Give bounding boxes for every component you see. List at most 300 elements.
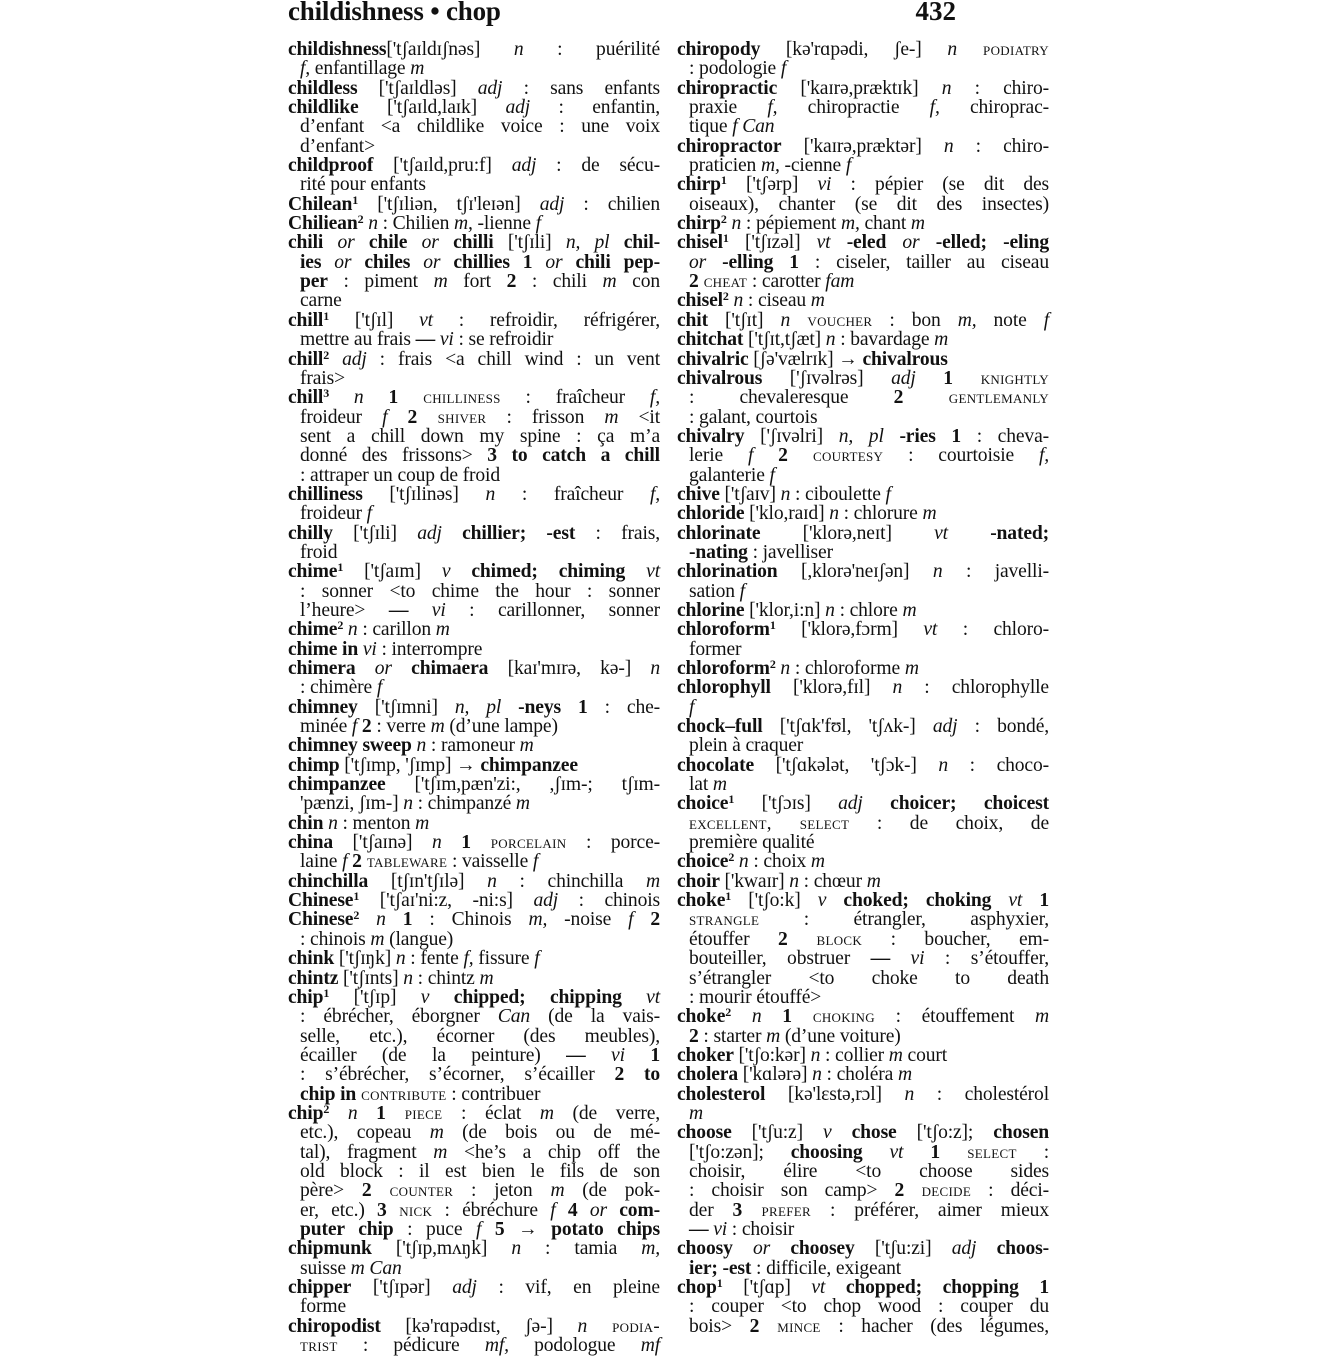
entry-continuation-line [288,1046,660,1065]
entry-headword-line [677,350,1049,369]
homograph-number: 1 [352,192,359,207]
bold-text: 2 [894,1180,905,1202]
italic-text: n [892,677,903,699]
entry-continuation-line [677,1220,1049,1239]
entry-headword-line [288,1239,660,1258]
text: lerie [689,445,748,467]
italic-text: adj [533,890,559,912]
text: ['tʃɪp,mʌŋk] [371,1238,512,1260]
italic-text: n [343,619,358,641]
text: -cienne [779,155,846,177]
small-caps-text: knightly [952,367,1049,389]
text: : chili [516,271,603,293]
italic-text: n [789,870,799,892]
bold-text: childproof [288,155,374,177]
text: : chintz [412,967,480,989]
italic-text: m [888,1044,903,1066]
text: [kaɪ'mɪrə, kə-] [488,658,651,679]
text: etc.), copeau [300,1122,430,1144]
homograph-number: 3 [323,386,330,401]
italic-text: m [410,58,425,80]
entry-continuation-line [288,1007,660,1026]
bold-text: chili pep- [575,251,661,273]
bold-text: chill [288,309,324,331]
entry-headword-line [677,794,1049,813]
bold-text: chose [851,1122,897,1144]
text: : chimpanzé [412,793,516,815]
homograph-number: 1 [323,985,330,1000]
text: rité pour enfants [300,174,426,196]
entry-continuation-line [677,640,1049,659]
entry-continuation-line [288,369,660,388]
italic-text: m, [454,213,473,235]
entry-continuation-line [677,814,1049,833]
italic-text: m [866,870,881,892]
entry-continuation-line [677,98,1049,117]
bold-text: chimney [288,696,358,718]
bold-text: -elling 1 [722,251,799,273]
text: : étrangler, asphyxier, [759,909,1049,931]
small-caps-text: chilliness [398,387,501,409]
entry-continuation-line [677,59,1049,78]
bold-text: 2 [778,445,788,467]
text: ['klorə,neɪt] [760,522,935,544]
entry-headword-line [677,214,1049,233]
text: : choisir [727,1218,795,1240]
bold-text: choir [677,870,720,892]
bold-text: 4 [567,1199,578,1221]
text: bouteiller, obstruer [689,948,871,970]
homograph-number: 2 [722,289,729,304]
entry-continuation-line [288,330,660,349]
bold-text: chivalrous [862,348,948,370]
text: : mourir étouffé> [689,986,822,1008]
bold-text: chilly [288,522,333,544]
entry-continuation-line [288,175,660,194]
bold-text: 1 [461,832,471,854]
bold-text: chimpanzee [480,754,578,776]
text: : [1016,1141,1049,1163]
bold-text: 5 [494,1218,505,1240]
text: minée [300,716,352,738]
italic-text: vt [625,561,661,583]
bold-text: chil- [623,232,660,254]
text: : s’ébrécher, s’écorner, s’écailler [300,1064,615,1086]
entry-headword-line [677,891,1049,910]
small-caps-text: podiatry [957,39,1049,60]
text: froideur [300,503,367,525]
italic-text: n [403,793,413,815]
entry-continuation-line [677,195,1049,214]
text: l’heure> [300,599,389,621]
entry-headword-line [677,562,1049,581]
entry-continuation-line [677,156,1049,175]
text: : fraîcheur [500,387,650,409]
italic-text: vi [435,329,454,351]
homograph-number: 1 [337,560,344,575]
bold-text: -ries 1 [899,425,962,447]
small-caps-text: cheat [698,271,748,293]
small-caps-text: block [787,928,863,950]
text: forme [300,1296,347,1318]
bold-text: 2 [893,387,904,409]
entry-continuation-line [677,408,1049,427]
italic-text: v [420,986,454,1008]
italic-text: m [433,271,448,293]
italic-text: f Can [732,116,775,138]
text: ['tʃo:k] [731,890,818,912]
bold-text: choker [677,1044,734,1066]
text: : chimère [300,677,377,699]
text: : frais, [575,522,660,544]
bold-text: chiropodist [288,1315,381,1337]
small-caps-text: strangle [689,909,760,931]
bold-text: ier; -est [689,1257,752,1279]
italic-text: or [355,658,412,679]
text: ['tʃo:z]; [896,1122,994,1144]
italic-text: fam [825,271,855,293]
small-caps-text: contribute [356,1083,447,1105]
bold-text: chilliness [288,483,363,505]
entry-headword-line [677,1046,1049,1065]
italic-text: m [712,774,727,796]
bold-text: childlike [288,97,359,119]
text: frais> [300,367,345,389]
text: : chlorophylle [902,677,1049,699]
entry-headword-line [288,985,660,1008]
entry-headword-line [288,308,660,331]
entry-continuation-line [288,930,660,949]
entry-headword-line [677,678,1049,697]
text: : de choix, de [849,812,1049,834]
entry-headword-line [677,485,1049,504]
italic-text: or [532,251,576,273]
bold-text: chiropody [677,39,761,60]
entry-continuation-line [288,1027,660,1046]
bold-text: choicer; choicest [890,793,1049,815]
italic-text: n [511,1238,521,1260]
italic-text: m [539,1102,554,1124]
italic-text: f [885,483,891,505]
italic-text: m [904,658,919,679]
homograph-number: 2 [323,1101,330,1116]
italic-text: or [689,251,723,273]
text: : sonner <to chime the hour : sonner [300,580,660,602]
entry-continuation-line [288,117,660,136]
text: : chloro- [937,619,1049,641]
bold-text: 1 [943,367,953,389]
italic-text: m [515,793,530,815]
text: : couper <to chop wood : couper du [689,1296,1049,1318]
entry-continuation-line [288,408,660,427]
text: ['tʃɪm,pæn'zi:, ,ʃɪm-; tʃɪm- [385,774,660,796]
italic-text: n [411,735,427,757]
bold-text: chilli [453,232,494,254]
bold-text: chiles [364,251,411,273]
text: con [616,271,661,293]
entry-headword-line [677,717,1049,736]
bold-text: — [415,329,436,351]
italic-text: mf, [484,1335,509,1356]
text: : chinchilla [496,870,647,892]
entry-headword-line [677,427,1049,446]
bold-text: 2 [650,909,661,931]
bold-text: puter chip [300,1218,394,1240]
homograph-number: 2 [769,657,776,671]
italic-text: vt [419,309,433,331]
bold-text: chili [288,232,324,254]
text: ['tʃo:kər] [733,1044,811,1066]
entry-headword-line [677,756,1049,775]
text: : hacher (des légumes, [820,1315,1049,1337]
text: ['tʃaɪv] [719,483,781,505]
guide-words: childishness • chop [288,0,501,26]
italic-text: mf [640,1335,660,1356]
small-caps-text: select [939,1141,1017,1163]
text: : s’étouffer, [924,948,1049,970]
entry-continuation-line [288,601,660,620]
italic-text: m Can [350,1257,402,1279]
italic-text: f [689,696,695,718]
text: : ébrécher, éborgner [300,1006,498,1028]
text: : chiro- [951,77,1049,99]
small-caps-text: porcelain [470,832,567,854]
text: : cheva- [961,425,1049,447]
entry-headword-line [288,79,660,98]
bold-text: 3 [732,1199,743,1221]
italic-text: m [604,406,619,428]
text: <it [618,406,661,428]
italic-text: or [321,251,365,273]
homograph-number: 1 [323,308,330,323]
page-header [288,0,968,32]
text: : jeton [453,1180,551,1202]
bold-text: choke [677,1006,726,1028]
text: : choco- [948,754,1049,776]
italic-text: n [359,909,403,931]
small-caps-text: trist [300,1335,338,1356]
text: carne [300,290,342,312]
text: d’enfant> [300,135,375,157]
text: : ramoneur [426,735,520,757]
entry-headword-line [677,291,1049,310]
entry-continuation-line [288,466,660,485]
text: ['tʃɪmni] [357,696,455,718]
bold-text: chimp [288,754,340,776]
entry-headword-line [288,756,660,775]
italic-text: adj [452,1277,477,1298]
text: 'pænzi, ʃɪm-] [300,793,404,815]
italic-text: m [550,1180,565,1202]
homograph-number: 1 [353,889,360,904]
text: ['tʃərp] [726,174,818,196]
text: ['tʃo:zən]; [689,1141,791,1163]
italic-text: f, [1038,445,1049,467]
italic-text: m, [760,155,780,177]
bold-text: choosy [677,1238,733,1260]
text: tal), fragment [300,1141,434,1163]
text: court [902,1044,948,1066]
bold-text: -eled [846,232,887,254]
bold-text: chimed; chiming [471,561,626,583]
italic-text: vi [358,638,377,660]
italic-text: m, [528,909,548,931]
italic-text: n, pl [454,696,519,718]
bold-text: chip [288,1102,324,1124]
text: mettre au frais [300,329,416,351]
text: première qualité [689,832,815,854]
text: : piment [327,271,434,293]
italic-text: v [441,561,472,583]
italic-text: n [932,561,943,583]
italic-text: v [817,890,844,912]
homograph-number: 1 [716,1276,723,1290]
entry-headword-line [677,79,1049,98]
italic-text: m [910,213,925,235]
bold-text: 1 [782,1006,792,1028]
entry-headword-line [677,1123,1049,1142]
text: praticien [689,155,761,177]
bold-text: chosen [993,1122,1050,1144]
text: : contribuer [446,1083,541,1105]
italic-text: or [410,251,454,273]
text: [,klorə'neɪʃən] [777,561,933,583]
italic-text: n [329,1102,377,1124]
bold-text: 1 [650,1044,660,1066]
bold-text: 2 to [614,1064,660,1086]
entry-continuation-line [677,117,1049,136]
italic-text: m [430,716,445,738]
italic-text: n [904,1083,915,1105]
text: choisir, élire <to choose sides [689,1160,1049,1182]
text: old block : il est bien le fils de son [300,1160,660,1182]
bold-text: chopped; chopping 1 [845,1277,1049,1298]
entry-headword-line [677,330,1049,349]
italic-text: f [550,1199,568,1221]
italic-text: n [368,213,378,235]
text: : enfantin, [530,97,660,119]
small-caps-text: decide [904,1180,972,1202]
entry-continuation-line [288,427,660,446]
italic-text: n [941,77,952,99]
text: : bavardage [835,329,935,351]
italic-text: Can [497,1006,531,1028]
italic-text: m [810,290,825,312]
entry-continuation-line [677,930,1049,949]
entry-headword-line [677,40,1049,59]
entry-headword-line [288,388,660,407]
bold-text: chivalric [677,348,749,370]
text: ['tʃu:z] [731,1122,824,1144]
bold-text: choked; choking [843,890,992,912]
bold-text: 3 to catch a chill [487,445,660,467]
text: ['tʃɪmp, 'ʃɪmp] → [339,754,481,776]
small-caps-text: podia- [587,1315,660,1337]
bold-text: chlorination [677,561,778,583]
text: : frisson [486,406,605,428]
text: ['ʃɪvəlrəs] [762,367,892,389]
italic-text: f, [929,97,940,119]
text: : boucher, em- [862,928,1050,950]
italic-text: adj [539,193,565,215]
text: : bondé, [957,716,1049,738]
bold-text: 2 [361,1180,372,1202]
italic-text: adj [951,1238,997,1260]
bold-text: chirp [677,213,721,235]
bold-text: — [388,599,409,621]
text: : carillon [357,619,436,641]
text: ['tʃɪŋk] [334,948,396,970]
italic-text: m [902,599,917,621]
text: (langue) [384,928,454,950]
text: : difficile, exigeant [751,1257,902,1279]
text: ['tʃɪp] [329,986,421,1008]
text: : chevaleresque [689,387,894,409]
entry-headword-line [288,640,660,659]
text: ['tʃɪpər] [351,1277,453,1298]
bold-text: -neys 1 [518,696,588,718]
italic-text: n [731,1006,783,1028]
homograph-number: 1 [720,173,727,188]
italic-text: n, pl [565,232,624,254]
text: : fraîcheur [495,483,650,505]
entry-continuation-line [677,446,1049,465]
text: : chiro- [953,135,1049,157]
bold-text: choos- [996,1238,1050,1260]
entry-headword-line [677,620,1049,639]
bold-text: chiropractic [677,77,778,99]
entry-continuation-line [677,1317,1049,1336]
italic-text: f [747,445,779,467]
text: : Chilien [377,213,455,235]
text: (de la vais- [530,1006,660,1028]
text: praxie [689,97,768,119]
bold-text: chiropractor [677,135,782,157]
homograph-number: 1 [769,618,776,633]
entry-continuation-line [677,1297,1049,1316]
text: : ciseau [743,290,811,312]
text: : menton [337,812,416,834]
entry-headword-line [288,40,660,59]
text: ['klorə,fɔrm] [775,619,924,641]
italic-text: f, [463,948,474,970]
homograph-number: 2 [720,212,727,227]
text: : chilien [564,193,661,215]
text: : pépier (se dit des [831,174,1049,196]
italic-text: f [534,948,540,970]
italic-text: f, [300,58,311,80]
entry-headword-line [288,620,660,639]
entry-headword-line [288,156,660,175]
italic-text: vt [934,522,991,544]
italic-text: f [739,580,745,602]
italic-text: f [382,406,408,428]
text: : courtoisie [883,445,1039,467]
text: ['tʃɪli] [332,522,418,544]
text: lat [689,774,713,796]
text: : ciboulette [790,483,886,505]
italic-text: n [825,329,836,351]
bold-text: childless [288,77,358,99]
text: chiroprac- [939,97,1049,119]
italic-text: f [628,909,651,931]
entry-headword-line [288,1317,660,1336]
italic-text: f [845,155,852,177]
text: ['kaɪrə,præktər] [781,135,944,157]
text: (d’une lampe) [444,716,558,738]
text: er, etc.) [300,1199,377,1221]
homograph-number: 1 [722,231,729,246]
